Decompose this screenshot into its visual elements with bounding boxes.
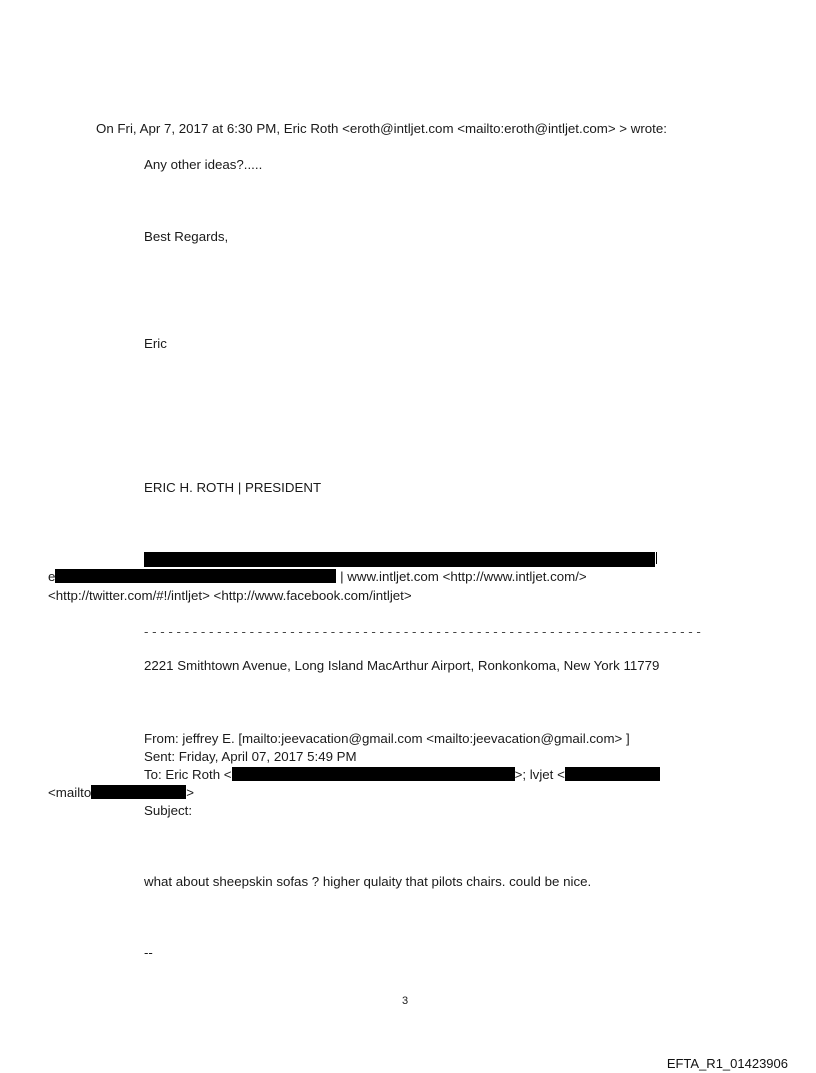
page-number: 3: [402, 995, 409, 1007]
redaction-mark: [656, 552, 657, 564]
to-line: [144, 767, 660, 783]
redaction-bar: [565, 767, 660, 781]
signature-title: ERIC H. ROTH | PRESIDENT: [144, 480, 322, 495]
redaction-bar: [55, 569, 336, 583]
contact-line: [48, 569, 587, 585]
to-prefix: To: Eric Roth <: [144, 767, 232, 782]
forwarded-message: what about sheepskin sofas ? higher qulaity that pilots chairs. could be nice.: [144, 874, 592, 889]
signature-divider: - - - - - - - - - - - - - - - - - - - - - - - - - - - - - - - - - - - - - - - - - - - - - - - - - - - - - - - - - - - - - - - - - - - - -: [144, 624, 701, 639]
social-links: <http://twitter.com/#!/intljet> <http://www.facebook.com/intljet>: [48, 588, 412, 603]
mailto-prefix: <mailto: [48, 785, 92, 800]
email-body-line: Any other ideas?.....: [144, 157, 263, 172]
website-link: | www.intljet.com <http://www.intljet.com/>: [340, 569, 587, 584]
redaction-bar: [232, 767, 515, 781]
signature-name: Eric: [144, 336, 167, 351]
mailto-suffix: >: [186, 785, 194, 800]
subject-line: Subject:: [144, 803, 193, 818]
to-middle: >; lvjet <: [514, 767, 565, 782]
document-id: EFTA_R1_01423906: [666, 1056, 788, 1071]
quote-header: On Fri, Apr 7, 2017 at 6:30 PM, Eric Roth <eroth@intljet.com <mailto:eroth@intljet.com> > wrote:: [96, 121, 667, 136]
from-line: From: jeffrey E. [mailto:jeevacation@gmail.com <mailto:jeevacation@gmail.com> ]: [144, 731, 630, 746]
signature-separator: --: [144, 945, 153, 960]
sent-line: Sent: Friday, April 07, 2017 5:49 PM: [144, 749, 357, 764]
contact-start: e: [48, 569, 56, 584]
redaction-bar: [144, 552, 655, 567]
mailto-line: [48, 785, 194, 801]
company-address: 2221 Smithtown Avenue, Long Island MacArthur Airport, Ronkonkoma, New York 11779: [144, 658, 660, 673]
regards-line: Best Regards,: [144, 229, 229, 244]
redaction-bar: [91, 785, 186, 799]
